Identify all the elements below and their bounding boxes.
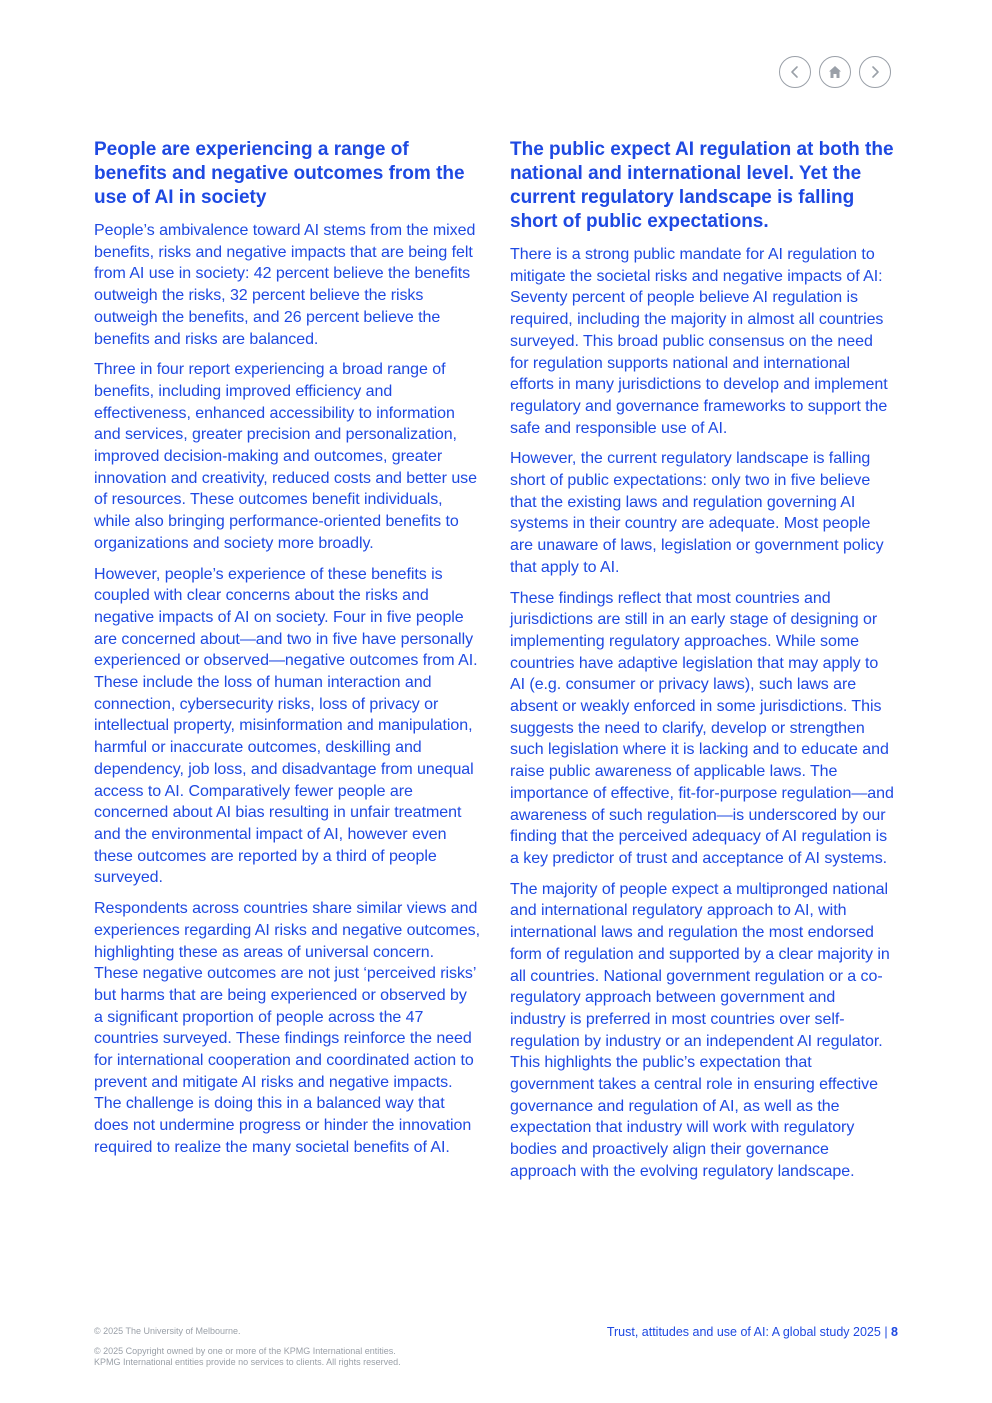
chevron-left-icon xyxy=(787,64,803,80)
right-paragraph: These findings reflect that most countries and jurisdictions are still in an early stage of designing or implementing regulatory approaches. While some countries have adaptive legislation that may apply to AI (e.g. consumer or privacy laws), such laws are absent or weakly enforced in some jurisdictions. This suggests the need to clarify, develop or strengthen such legislation where it is lacking and to educate and raise public awareness of applicable laws. The importance of effective, fit-for-purpose regulation—and awareness of such regulation—is underscored by our finding that the perceived adequacy of AI regulation is a key predictor of trust and acceptance of AI systems. xyxy=(510,589,894,867)
page-number: 8 xyxy=(891,1325,898,1339)
report-title: Trust, attitudes and use of AI: A global study 2025 xyxy=(606,1325,881,1339)
copyright-kpmg-line-1: © 2025 Copyright owned by one or more of the KPMG International entities. xyxy=(94,1346,396,1356)
left-paragraph: People’s ambivalence toward AI stems from the mixed benefits, risks and negative impacts that are being felt from AI use in society: 42 percent believe the benefits outweigh the risks, 32 percent believe the risks outweigh the benefits, and 26 percent believe the benefits and risks are balanced. xyxy=(94,222,476,348)
left-paragraph: However, people’s experience of these benefits is coupled with clear concerns about the risks and negative impacts of AI on society. Four in five people are concerned about—and two in five have personally experienced or observed—negative outcomes from AI. These include the loss of human interaction and connection, cybersecurity risks, loss of privacy or intellectual property, misinformation and manipulation, harmful or inaccurate outcomes, deskilling and dependency, job loss, and disadvantage from unequal access to AI. Comparatively fewer people are concerned about AI bias resulting in unfair treatment and the environmental impact of AI, however even these outcomes are reported by a third of people surveyed. xyxy=(94,565,478,887)
left-section-heading: People are experiencing a range of benefits and negative outcomes from the use of AI in society xyxy=(94,139,465,208)
right-column xyxy=(510,138,894,1192)
footer-copyright xyxy=(94,1326,514,1368)
left-paragraph: Three in four report experiencing a broad range of benefits, including improved efficiency and effectiveness, enhanced accessibility to information and services, greater precision and personalization, improved decision-making and outcomes, greater innovation and creativity, reduced costs and better use of resources. These outcomes benefit individuals, while also bringing performance-oriented benefits to organizations and society more broadly. xyxy=(94,361,477,552)
right-paragraph: However, the current regulatory landscape is falling short of public expectations: only two in five believe that the existing laws and regulation governing AI systems in their country are adequate. Most people are unaware of laws, legislation or government policy that apply to AI. xyxy=(510,450,884,576)
copyright-kpmg-line-2: KPMG International entities provide no services to clients. All rights reserved. xyxy=(94,1357,401,1367)
home-button[interactable] xyxy=(819,56,851,88)
left-column xyxy=(94,138,480,1168)
chevron-right-icon xyxy=(867,64,883,80)
right-section-heading: The public expect AI regulation at both the national and international level. Yet the current regulatory landscape is falling short of public expectations. xyxy=(510,139,894,232)
footer-separator: | xyxy=(880,1325,892,1339)
left-paragraph: Respondents across countries share similar views and experiences regarding AI risks and negative outcomes, highlighting these as areas of universal concern. These negative outcomes are not just ‘perceived risks’ but harms that are being experienced or observed by a significant proportion of people across the 47 countries surveyed. These findings reinforce the need for international cooperation and coordinated action to prevent and mitigate AI risks and negative impacts. The challenge is doing this in a balanced way that does not undermine progress or hinder the innovation required to realize the many societal benefits of AI. xyxy=(94,900,481,1156)
page-navigation xyxy=(779,56,891,88)
copyright-university: © 2025 The University of Melbourne. xyxy=(94,1326,241,1336)
right-paragraph: The majority of people expect a multipronged national and international regulatory approach to AI, with international laws and regulation the most endorsed form of regulation and supported by a clear majority in all countries. National government regulation or a co-regulatory approach between government and industry is preferred in most countries over self-regulation by industry or an independent AI regulator. This highlights the public’s expectation that government takes a central role in ensuring effective governance and regulation of AI, as well as the expectation that industry will work with regulatory bodies and proactively align their governance approach with the evolving regulatory landscape. xyxy=(510,880,890,1180)
next-page-button[interactable] xyxy=(859,56,891,88)
previous-page-button[interactable] xyxy=(779,56,811,88)
home-icon xyxy=(827,64,843,80)
footer-report-info xyxy=(607,1325,898,1339)
right-paragraph: There is a strong public mandate for AI regulation to mitigate the societal risks and negative impacts of AI: Seventy percent of people believe AI regulation is required, including the majority in almost all countries surveyed. This broad public consensus on the need for regulation supports national and international efforts in many jurisdictions to develop and implement regulatory and governance frameworks to support the safe and responsible use of AI. xyxy=(510,246,888,437)
